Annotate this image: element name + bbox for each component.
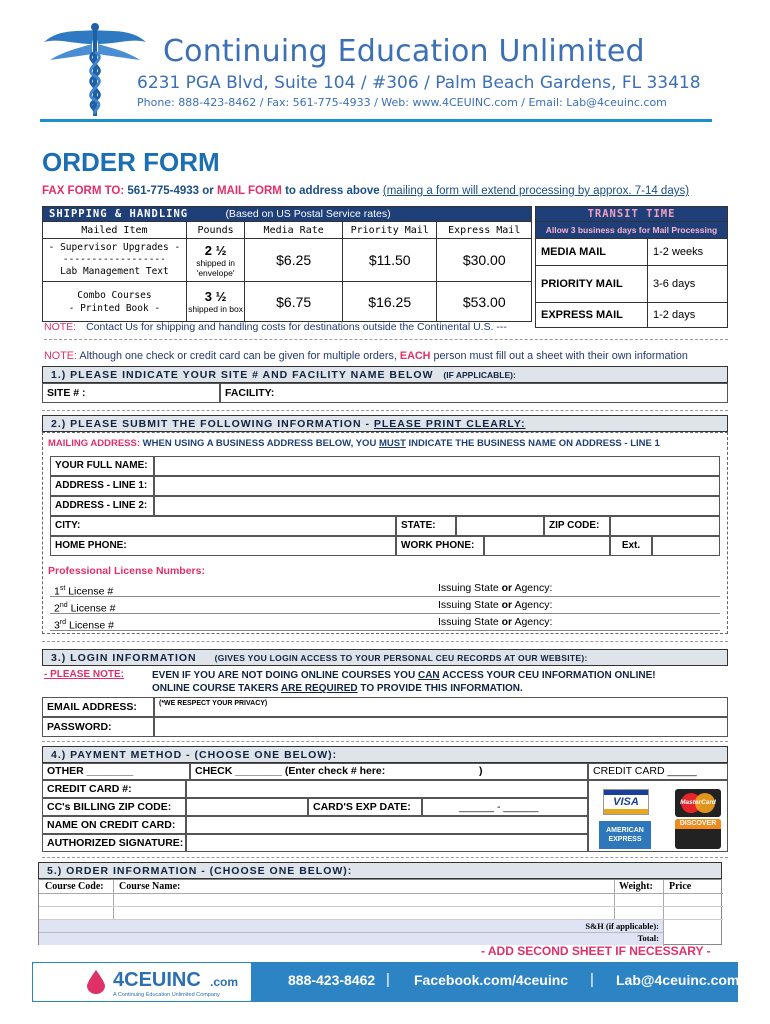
ext-label-cell	[610, 536, 652, 556]
cc-zip-label-cell	[42, 798, 186, 816]
org-address: 6231 PGA Blvd, Suite 104 / #306 / Palm Beach Gardens, FL 33418	[137, 73, 701, 93]
header-divider	[40, 119, 712, 122]
note-each: EACH	[399, 350, 431, 362]
org-contact: Phone: 888-423-8462 / Fax: 561-775-4933 / Web: www.4CEUINC.com / Email: Lab@4ceuinc.com	[137, 96, 667, 109]
section3-title: 3.) LOGIN INFORMATION	[51, 652, 197, 664]
section2-title: 2.) PLEASE SUBMIT THE FOLLOWING INFORMATION -	[51, 418, 370, 430]
license-title: Professional License Numbers:	[48, 565, 205, 577]
item-line: - Printed Book -	[68, 302, 161, 314]
cc-exp-input[interactable]	[422, 798, 588, 816]
mailed-item-1	[43, 239, 187, 282]
transit-time-1: 1-2 weeks	[648, 239, 728, 266]
shipping-table	[42, 206, 532, 322]
media-rate-2: $6.75	[245, 282, 343, 322]
course-code-header: Course Code:	[45, 881, 104, 892]
address1-label-cell	[50, 476, 154, 496]
fax-label: FAX FORM TO:	[42, 185, 125, 197]
sh-row	[39, 920, 663, 933]
mailing-text: WHEN USING A BUSINESS ADDRESS BELOW, YOU	[142, 438, 377, 449]
col-pounds: Pounds	[186, 222, 245, 239]
org-name: Continuing Education Unlimited	[163, 34, 645, 69]
cc-number-label: CREDIT CARD #:	[47, 783, 132, 795]
note-text: Contact Us for shipping and handling costs for destinations outside the Continental U.S. ---	[86, 321, 507, 333]
page-title: ORDER FORM	[42, 147, 220, 177]
city-label: CITY:	[55, 520, 81, 531]
full-name-label: YOUR FULL NAME:	[55, 460, 148, 471]
credit-card-option[interactable]	[588, 763, 728, 780]
express-rate-1: $30.00	[437, 239, 532, 282]
multiple-orders-note	[44, 350, 688, 362]
cc-name-input[interactable]	[186, 816, 588, 834]
cc-exp-blank: ______ - ______	[459, 801, 539, 813]
address2-label: ADDRESS - LINE 2:	[55, 500, 148, 511]
state-label: STATE:	[401, 520, 436, 531]
divider	[42, 857, 728, 858]
footer-brand-suffix: .com	[210, 975, 239, 989]
footer-brand-name: 4CEUINC	[113, 969, 201, 991]
caduceus-logo-icon	[40, 22, 150, 118]
zip-input[interactable]	[610, 516, 720, 536]
section3-suffix: (GIVES YOU LOGIN ACCESS TO YOUR PERSONAL CEU RECORDS AT OUR WEBSITE):	[214, 653, 588, 663]
cc-number-label-cell	[42, 780, 186, 798]
footer-tagline: A Continuing Education Unlimited Company	[113, 992, 220, 998]
pounds-1	[186, 239, 245, 282]
please-note-label: - PLEASE NOTE:	[44, 669, 125, 680]
shipping-subtitle: (Based on US Postal Service rates)	[225, 208, 391, 220]
facility-label: FACILITY:	[225, 387, 275, 399]
col-media-rate: Media Rate	[245, 222, 343, 239]
col-priority: Priority Mail	[342, 222, 437, 239]
note-text: Although one check or credit card can be given for multiple orders,	[79, 350, 397, 362]
order-table	[38, 879, 722, 945]
cc-zip-input[interactable]	[186, 798, 308, 816]
mail-text: to address above	[285, 185, 380, 197]
cc-name-label-cell	[42, 816, 186, 834]
item-line: Lab Management Text	[60, 266, 169, 277]
transit-method-1: MEDIA MAIL	[536, 239, 648, 266]
license-list	[50, 580, 720, 630]
check-label: CHECK ________ (Enter check # here:	[195, 765, 386, 777]
mail-label: MAIL FORM	[216, 185, 282, 197]
pounds-note: shipped in 'envelope'	[196, 257, 235, 278]
address1-label: ADDRESS - LINE 1:	[55, 480, 148, 491]
license-row-3[interactable]	[50, 614, 720, 631]
signature-label: AUTHORIZED SIGNATURE:	[47, 837, 184, 849]
mastercard-icon: MasterCard	[675, 789, 721, 817]
discover-card-icon: DISCOVER	[675, 819, 721, 849]
zip-label-cell	[544, 516, 610, 536]
work-phone-label: WORK PHONE:	[401, 540, 475, 551]
section5-header	[38, 862, 722, 879]
other-option[interactable]	[42, 763, 190, 780]
ext-input[interactable]	[652, 536, 720, 556]
total-label: Total:	[637, 933, 659, 943]
signature-label-cell	[42, 834, 186, 852]
item-line: Combo Courses	[77, 289, 152, 301]
fax-number: 561-775-4933	[127, 185, 200, 197]
divider	[42, 410, 728, 411]
ext-label: Ext.	[621, 540, 641, 551]
mailing-address-note	[48, 438, 660, 449]
credit-card-label: CREDIT CARD _____	[593, 765, 697, 777]
cc-exp-label: CARD'S EXP DATE:	[313, 801, 411, 813]
price-header: Price	[669, 881, 692, 892]
transit-method-3: EXPRESS MAIL	[536, 303, 648, 328]
transit-time-2: 3-6 days	[648, 266, 728, 303]
license-ordinal: 1st License #	[54, 585, 114, 598]
mail-note: (mailing a form will extend processing by approx. 7-14 days)	[382, 185, 690, 197]
footer-separator: |	[386, 971, 390, 988]
signature-input[interactable]	[186, 834, 588, 852]
item-line: - Supervisor Upgrades -	[48, 242, 181, 253]
media-rate-1: $6.25	[245, 239, 343, 282]
cc-number-input[interactable]	[186, 780, 588, 798]
email-label-cell	[42, 697, 154, 717]
full-name-label-cell	[50, 456, 154, 476]
site-label: SITE # :	[47, 387, 86, 399]
cc-zip-label: CC's BILLING ZIP CODE:	[47, 801, 172, 813]
footer-brand	[32, 962, 252, 1002]
visa-card-icon: VISA	[603, 789, 649, 815]
other-label: OTHER ________	[47, 765, 134, 777]
drop-logo-icon	[87, 970, 105, 994]
email-input[interactable]	[154, 697, 728, 717]
license-row-2[interactable]	[50, 597, 720, 614]
note-label: NOTE:	[44, 350, 77, 362]
check-close: )	[479, 765, 483, 777]
item-line: ------------------	[62, 254, 166, 265]
divider	[42, 741, 728, 742]
transit-title: TRANSIT TIME	[536, 207, 728, 222]
password-label: PASSWORD:	[47, 721, 112, 733]
footer-separator: |	[590, 971, 594, 988]
issuing-label: Issuing State or Agency:	[438, 616, 553, 628]
order-row[interactable]	[39, 894, 723, 907]
email-label: EMAIL ADDRESS:	[47, 701, 137, 713]
transit-method-2: PRIORITY MAIL	[536, 266, 648, 303]
work-phone-label-cell	[396, 536, 484, 556]
priority-rate-2: $16.25	[342, 282, 437, 322]
divider	[44, 339, 728, 340]
cc-name-label: NAME ON CREDIT CARD:	[47, 819, 176, 831]
priority-rate-1: $11.50	[342, 239, 437, 282]
address2-label-cell	[50, 496, 154, 516]
license-ordinal: 3rd License #	[54, 619, 114, 632]
pounds-note: shipped in box	[188, 304, 243, 314]
section5-title: 5.) ORDER INFORMATION - (CHOOSE ONE BELOW):	[47, 865, 353, 877]
footer-email[interactable]: Lab@4ceuinc.com	[616, 972, 740, 988]
col-express: Express Mail	[437, 222, 532, 239]
issuing-label: Issuing State or Agency:	[438, 599, 553, 611]
password-input[interactable]	[154, 717, 728, 737]
section3-header	[42, 649, 728, 666]
login-note-line2: ONLINE COURSE TAKERS ARE REQUIRED TO PROVIDE THIS INFORMATION.	[152, 683, 523, 694]
section2-header	[42, 415, 728, 432]
license-ordinal: 2nd License #	[54, 602, 116, 615]
license-row-1[interactable]	[50, 580, 720, 597]
address2-input[interactable]	[154, 496, 720, 516]
city-input[interactable]	[50, 516, 396, 536]
note-label: NOTE:	[44, 321, 77, 333]
pounds-2	[186, 282, 245, 322]
sh-label: S&H (if applicable):	[585, 921, 659, 931]
add-sheet-note: - ADD SECOND SHEET IF NECESSARY -	[481, 944, 711, 958]
card-logos	[588, 780, 728, 852]
footer-facebook[interactable]: Facebook.com/4ceuinc	[414, 972, 569, 988]
order-row[interactable]	[39, 907, 723, 920]
shipping-header	[43, 207, 532, 222]
login-note	[152, 669, 656, 695]
express-rate-2: $53.00	[437, 282, 532, 322]
mailing-label: MAILING ADDRESS:	[48, 438, 141, 449]
shipping-title: SHIPPING & HANDLING	[49, 208, 189, 220]
pounds-value: 3 ½	[204, 289, 227, 304]
site-field[interactable]	[42, 383, 220, 403]
or-text: or	[202, 185, 214, 197]
zip-label: ZIP CODE:	[549, 520, 600, 531]
address1-input[interactable]	[154, 476, 720, 496]
issuing-label: Issuing State or Agency:	[438, 582, 553, 594]
state-label-cell	[396, 516, 456, 536]
section1-header	[42, 366, 728, 383]
note-text: person must fill out a sheet with their own information	[433, 350, 688, 362]
divider	[42, 641, 728, 642]
check-option[interactable]	[190, 763, 588, 780]
col-mailed-item: Mailed Item	[43, 222, 187, 239]
course-name-header: Course Name:	[119, 881, 181, 892]
section1-title: 1.) PLEASE INDICATE YOUR SITE # AND FACILITY NAME BELOW	[51, 369, 434, 381]
full-name-input[interactable]	[154, 456, 720, 476]
cc-exp-label-cell	[308, 798, 422, 816]
privacy-note: (*WE RESPECT YOUR PRIVACY)	[159, 700, 268, 707]
transit-note: Allow 3 business days for Mail Processing	[536, 222, 728, 239]
section4-header	[42, 746, 728, 763]
facility-field[interactable]	[220, 383, 728, 403]
footer-phone[interactable]: 888-423-8462	[288, 972, 376, 988]
mailing-must: MUST	[378, 438, 406, 449]
login-note-line1: EVEN IF YOU ARE NOT DOING ONLINE COURSES YOU CAN ACCESS YOUR CEU INFORMATION ONLINE!	[152, 670, 656, 681]
shipping-note	[44, 321, 507, 333]
fax-instructions	[42, 185, 689, 197]
transit-table	[535, 206, 728, 328]
section4-title: 4.) PAYMENT METHOD - (CHOOSE ONE BELOW):	[51, 749, 338, 761]
mailing-text: INDICATE THE BUSINESS NAME ON ADDRESS - LINE 1	[408, 438, 660, 449]
pounds-value: 2 ½	[204, 242, 227, 258]
amex-card-icon: AMERICAN EXPRESS	[599, 821, 651, 849]
mailed-item-2	[43, 282, 187, 322]
password-label-cell	[42, 717, 154, 737]
section1-suffix: (IF APPLICABLE):	[443, 370, 516, 380]
order-header-row	[39, 880, 723, 894]
work-phone-input[interactable]	[484, 536, 610, 556]
transit-time-3: 1-2 days	[648, 303, 728, 328]
weight-header: Weight:	[619, 881, 653, 892]
state-input[interactable]	[456, 516, 544, 536]
home-phone-input[interactable]	[50, 536, 396, 556]
section2-suffix: PLEASE PRINT CLEARLY:	[373, 418, 526, 430]
home-phone-label: HOME PHONE:	[55, 540, 127, 551]
